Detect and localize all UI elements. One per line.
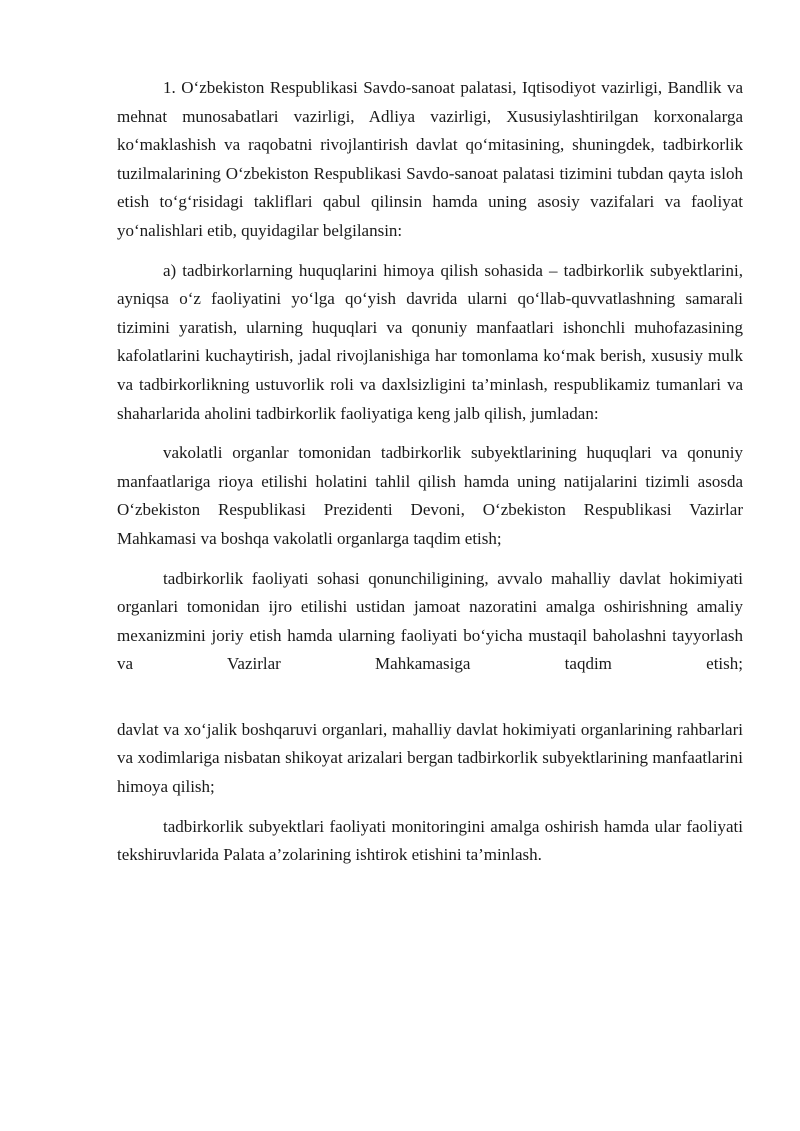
- document-body: [117, 74, 743, 881]
- paragraph-5: davlat va xo‘jalik boshqaruvi organlari, mahalliy davlat hokimiyati organlarining rahbarlari va xodimlariga nisbatan shikoyat arizalari bergan tadbirkorlik subyektlarining manfaatlarini himoya qilish;: [117, 719, 743, 797]
- paragraph-6: tadbirkorlik subyektlari faoliyati monitoringini amalga oshirish hamda ular faoliyati tekshiruvlarida Palata a’zolarining ishtirok etishini ta’minlash.: [117, 816, 743, 865]
- paragraph-1: 1. O‘zbekiston Respublikasi Savdo-sanoat palatasi, Iqtisodiyot vazirligi, Bandlik va mehnat munosabatlari vazirligi, Adliya vazirligi, Xususiylashtirilgan korxonalarga ko‘maklashish va raqobatni rivojlantirish davlat qo‘mitasining, shuningdek, tadbirkorlik tuzilmalarining O‘zbekiston Respublikasi Savdo-sanoat palatasi tizimini tubdan qayta isloh etish to‘g‘risidagi takliflari qabul qilinsin hamda uning asosiy vazifalari va faoliyat yo‘nalishlari etib, quyidagilar belgilansin:: [117, 78, 743, 240]
- paragraph-2: a) tadbirkorlarning huquqlarini himoya qilish sohasida – tadbirkorlik subyektlarini, ayniqsa o‘z faoliyatini yo‘lga qo‘yish davrida ularni qo‘llab-quvvatlashning samarali tizimini yaratish, ularning huquqlari va qonuniy manfaatlari ishonchli muhofazasining kafolatlarini kuchaytirish, jadal rivojlanishiga har tomonlama ko‘mak berish, xususiy mulk va tadbirkorlikning ustuvorlik roli va daxlsizligini ta’minlash, respublikamiz tumanlari va shaharlarida aholini tadbirkorlik faoliyatiga keng jalb qilish, jumladan:: [117, 260, 743, 423]
- paragraph-3: vakolatli organlar tomonidan tadbirkorlik subyektlarining huquqlari va qonuniy manfaatlariga rioya etilishi holatini tahlil qilish hamda uning natijalarini tizimli asosda O‘zbekiston Respublikasi Prezidenti Devoni, O‘zbekiston Respublikasi Vazirlar Mahkamasi va boshqa vakolatli organlarga taqdim etish;: [117, 443, 743, 548]
- paragraph-gap: [117, 690, 743, 716]
- paragraph-4: tadbirkorlik faoliyati sohasi qonunchiligining, avvalo mahalliy davlat hokimiyati organlari tomonidan ijro etilishi ustidan jamoat nazoratini amalga oshirishning amaliy mexanizmini joriy etish hamda ularning faoliyati bo‘yicha mustaqil baholashni tayyorlash va Vazirlar Mahkamasiga taqdim etish;: [117, 568, 743, 674]
